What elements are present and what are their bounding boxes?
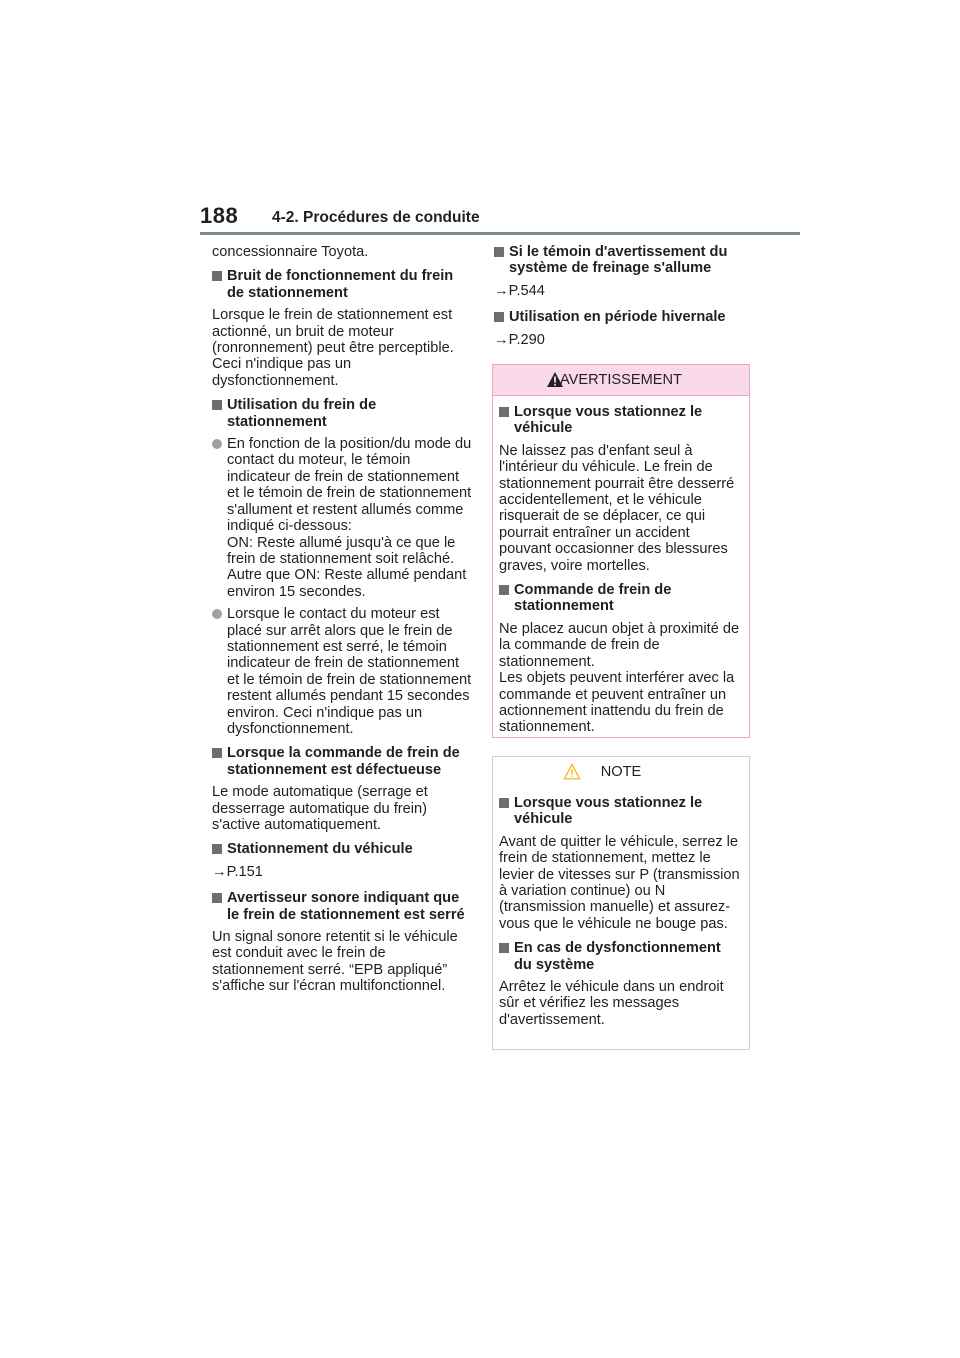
page-reference: →P.544 [494, 282, 545, 299]
square-bullet-icon [212, 844, 222, 854]
section-heading: Lorsque la commande de frein de stationnement est défectueuse [212, 745, 474, 778]
paragraph: Ne laissez pas d'enfant seul à l'intérieur du véhicule. Le frein de stationnement pourrait être desserré accidentellement, et le véhicule risquerait de se déplacer, ce qui pourrait entraîner un accident pouvant occasionner des blessures graves, voire mortelles. [499, 442, 735, 574]
square-bullet-icon [499, 407, 509, 417]
section-heading: Avertisseur sonore indiquant que le frein de stationnement est serré [212, 890, 474, 923]
square-bullet-icon [494, 312, 504, 322]
warning-triangle-icon [546, 371, 564, 388]
page-number: 188 [200, 203, 239, 228]
section-heading: Stationnement du véhicule [212, 841, 474, 857]
section-heading: Utilisation en période hivernale [494, 309, 756, 325]
square-bullet-icon [212, 893, 222, 903]
square-bullet-icon [499, 943, 509, 953]
section-heading: En cas de dysfonctionnement du système [499, 940, 741, 973]
square-bullet-icon [499, 585, 509, 595]
section-title: 4-2. Procédures de conduite [272, 209, 480, 226]
list-item: En fonction de la position/du mode du contact du moteur, le témoin indicateur de frein de stationnement et le témoin de frein de stationnement s'allument et restent allumés comme indiqué ci-dessous: ON: Reste allumé jusqu'à ce que le frein de stationnement soit relâché. Autre que ON: Reste allumé pendant environ 15 secondes. [212, 436, 474, 600]
square-bullet-icon [494, 247, 504, 257]
page-reference: →P.151 [212, 863, 263, 880]
square-bullet-icon [212, 271, 222, 281]
warning-box-title: AVERTISSEMENT [493, 365, 749, 396]
section-heading: Utilisation du frein de stationnement [212, 397, 474, 430]
paragraph: Ne placez aucun objet à proximité de la commande de frein de stationnement. [499, 620, 740, 670]
paragraph: concessionnaire Toyota. [212, 244, 369, 260]
square-bullet-icon [499, 798, 509, 808]
square-bullet-icon [212, 400, 222, 410]
list-item: Lorsque le contact du moteur est placé sur arrêt alors que le frein de stationnement est serré, le témoin indicateur de frein de stationnement et le témoin de frein de stationnement restent allumés pendant 15 secondes environ. Ceci n'indique pas un dysfonctionnement. [212, 606, 474, 737]
paragraph: Avant de quitter le véhicule, serrez le frein de stationnement, mettez le levier de vitesses sur P (transmission à variation continue) ou N (transmission manuelle) et assurez-vous que le véhicule ne bouge pas. [499, 833, 740, 932]
section-heading: Lorsque vous stationnez le véhicule [499, 404, 741, 437]
note-box-title: NOTE [493, 757, 749, 787]
warning-box [492, 364, 750, 738]
right-column [494, 244, 756, 358]
paragraph: Un signal sonore retentit si le véhicule est conduit avec le frein de stationnement serré. “EPB appliqué” s'affiche sur l'écran multifonctionnel. [212, 929, 458, 995]
page-header [200, 203, 800, 235]
paragraph: Le mode automatique (serrage et desserrage automatique du frein) s'active automatiquement. [212, 784, 428, 833]
header-rule [200, 232, 800, 235]
section-heading: Lorsque vous stationnez le véhicule [499, 795, 741, 828]
square-bullet-icon [212, 748, 222, 758]
caution-triangle-outline-icon [563, 763, 581, 780]
note-box [492, 756, 750, 1050]
paragraph: Arrêtez le véhicule dans un endroit sûr et vérifiez les messages d'avertissement. [499, 979, 724, 1028]
section-heading: Commande de frein de stationnement [499, 582, 741, 615]
paragraph: Les objets peuvent interférer avec la commande et peuvent entraîner un actionnement inattendu du frein de stationnement. [499, 670, 735, 736]
round-bullet-icon [212, 609, 222, 619]
section-heading: Bruit de fonctionnement du frein de stationnement [212, 268, 474, 301]
page-reference: →P.290 [494, 331, 545, 348]
section-heading: Si le témoin d'avertissement du système de freinage s'allume [494, 244, 756, 277]
round-bullet-icon [212, 439, 222, 449]
paragraph: Lorsque le frein de stationnement est actionné, un bruit de moteur (ronronnement) peut être perceptible. Ceci n'indique pas un dysfonctionnement. [212, 307, 454, 389]
left-column [212, 244, 474, 1003]
